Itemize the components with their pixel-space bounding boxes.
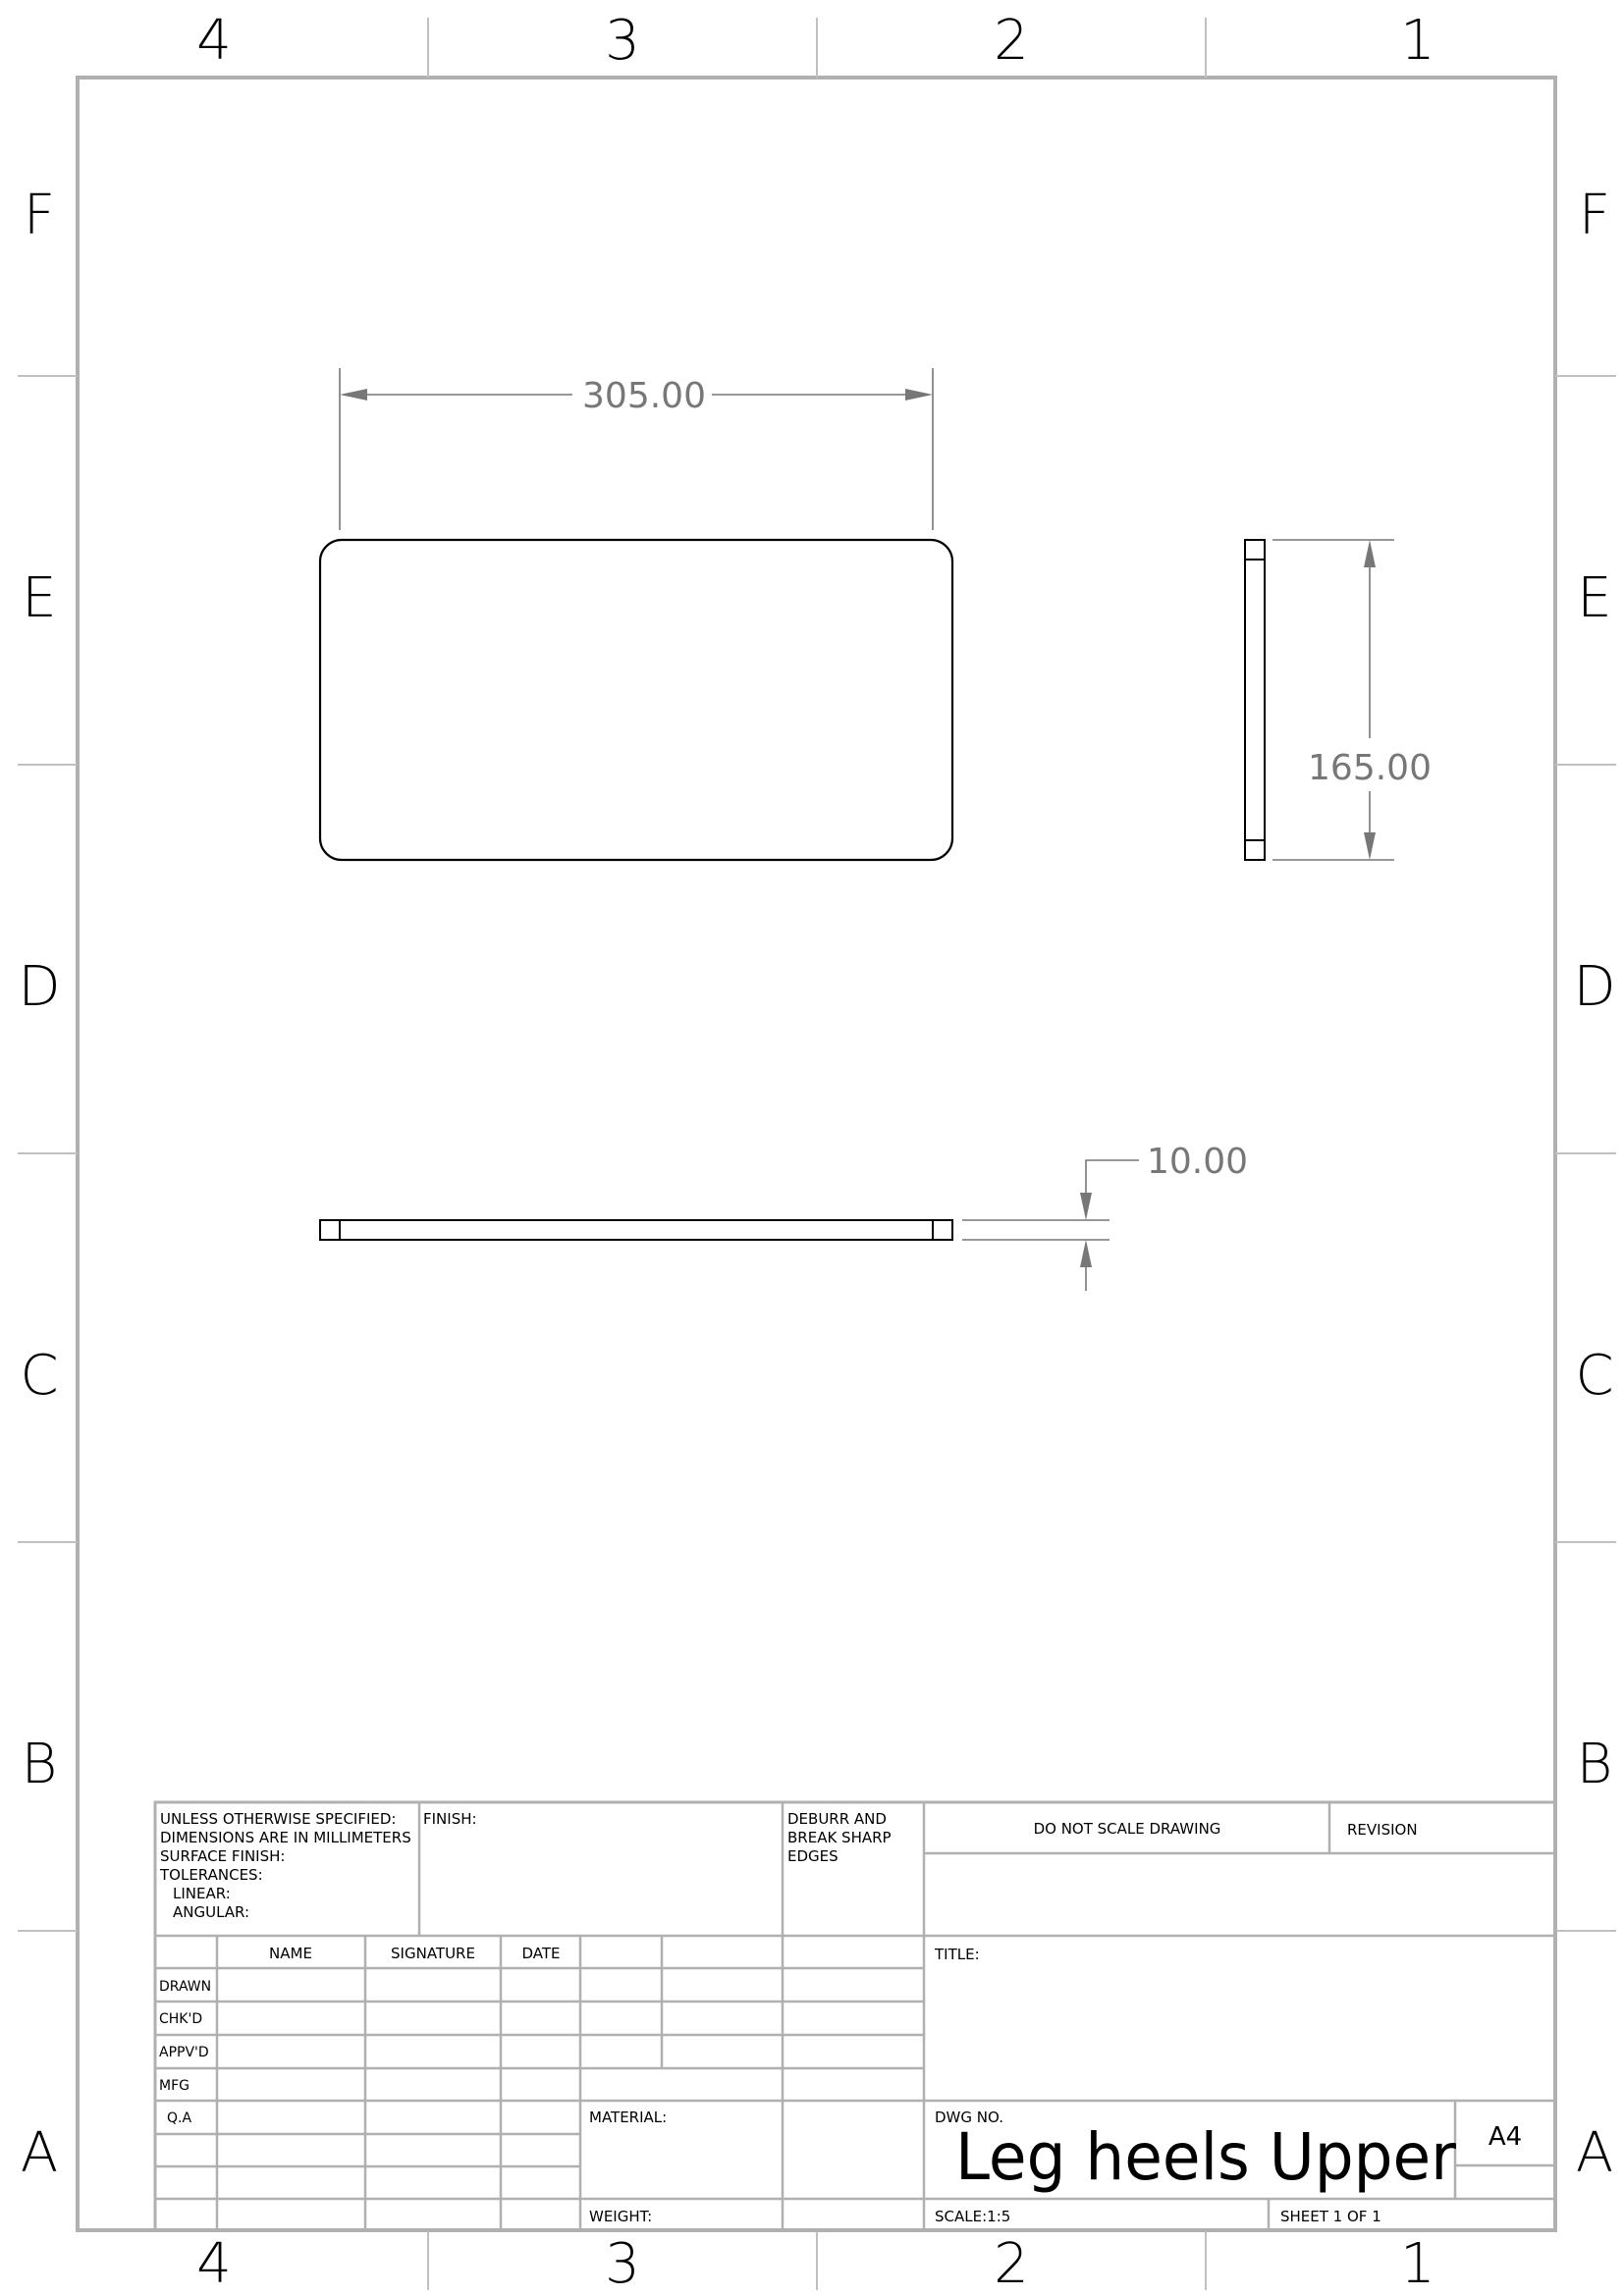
revision-label: REVISION — [1347, 1821, 1418, 1839]
width-dimension-value: 305.00 — [582, 376, 706, 416]
deburr-line-3: EDGES — [787, 1847, 839, 1865]
row-label-checked: CHK'D — [159, 2011, 203, 2027]
column-label-bottom-2: 2 — [994, 2232, 1029, 2296]
thickness-dimension-value: 10.00 — [1147, 1142, 1249, 1182]
notes-line-1: UNLESS OTHERWISE SPECIFIED: — [160, 1810, 397, 1828]
sheet-size: A4 — [1488, 2122, 1523, 2152]
notes-line-6: ANGULAR: — [173, 1903, 250, 1921]
do-not-scale-label: DO NOT SCALE DRAWING — [1033, 1820, 1221, 1838]
row-label-drawn: DRAWN — [159, 1979, 212, 1995]
row-label-mfg: MFG — [159, 2078, 189, 2094]
top-view-plate — [320, 1220, 952, 1240]
deburr-line-2: BREAK SHARP — [787, 1829, 892, 1846]
row-label-left-a: A — [20, 2121, 59, 2185]
column-label-top-2: 2 — [994, 9, 1029, 73]
column-label-bottom-1: 1 — [1400, 2232, 1435, 2296]
row-label-right-f: F — [1578, 184, 1611, 247]
row-label-right-b: B — [1576, 1733, 1613, 1796]
weight-label: WEIGHT: — [589, 2208, 653, 2225]
header-signature: SIGNATURE — [391, 1945, 475, 1962]
column-label-bottom-3: 3 — [605, 2232, 640, 2296]
side-view-plate — [1245, 540, 1265, 860]
row-label-right-d: D — [1573, 955, 1616, 1019]
drawing-name: Leg heels Upper — [955, 2119, 1457, 2195]
front-view-plate — [320, 540, 952, 860]
zone-ticks — [18, 18, 1616, 2290]
height-dimension — [1272, 540, 1394, 860]
row-label-qa: Q.A — [167, 2110, 192, 2126]
title-label: TITLE: — [935, 1946, 980, 1963]
column-label-top-4: 4 — [196, 9, 232, 73]
material-label: MATERIAL: — [589, 2109, 668, 2126]
row-label-right-c: C — [1575, 1344, 1614, 1408]
column-label-top-3: 3 — [605, 9, 640, 73]
height-dimension-value: 165.00 — [1308, 748, 1432, 788]
row-label-left-b: B — [21, 1733, 58, 1796]
row-label-left-f: F — [23, 184, 56, 247]
row-label-left-d: D — [18, 955, 61, 1019]
notes-line-2: DIMENSIONS ARE IN MILLIMETERS — [160, 1829, 411, 1846]
header-name: NAME — [269, 1945, 312, 1962]
sheet-frame — [78, 78, 1555, 2230]
notes-line-5: LINEAR: — [173, 1885, 231, 1902]
row-label-left-c: C — [20, 1344, 59, 1408]
thickness-dimension — [962, 1160, 1139, 1291]
column-label-bottom-4: 4 — [196, 2232, 232, 2296]
deburr-line-1: DEBURR AND — [787, 1810, 887, 1828]
row-label-right-a: A — [1575, 2121, 1614, 2185]
row-label-right-e: E — [1577, 566, 1612, 630]
notes-line-3: SURFACE FINISH: — [160, 1847, 286, 1865]
column-label-top-1: 1 — [1400, 9, 1435, 73]
row-label-left-e: E — [22, 566, 57, 630]
notes-line-4: TOLERANCES: — [160, 1866, 263, 1884]
header-date: DATE — [521, 1945, 561, 1962]
dwg-no-label: DWG NO. — [935, 2109, 1003, 2126]
finish-label: FINISH: — [423, 1810, 477, 1828]
row-label-approved: APPV'D — [159, 2045, 209, 2060]
scale-label: SCALE:1:5 — [935, 2208, 1011, 2225]
sheet-label: SHEET 1 OF 1 — [1280, 2208, 1381, 2225]
